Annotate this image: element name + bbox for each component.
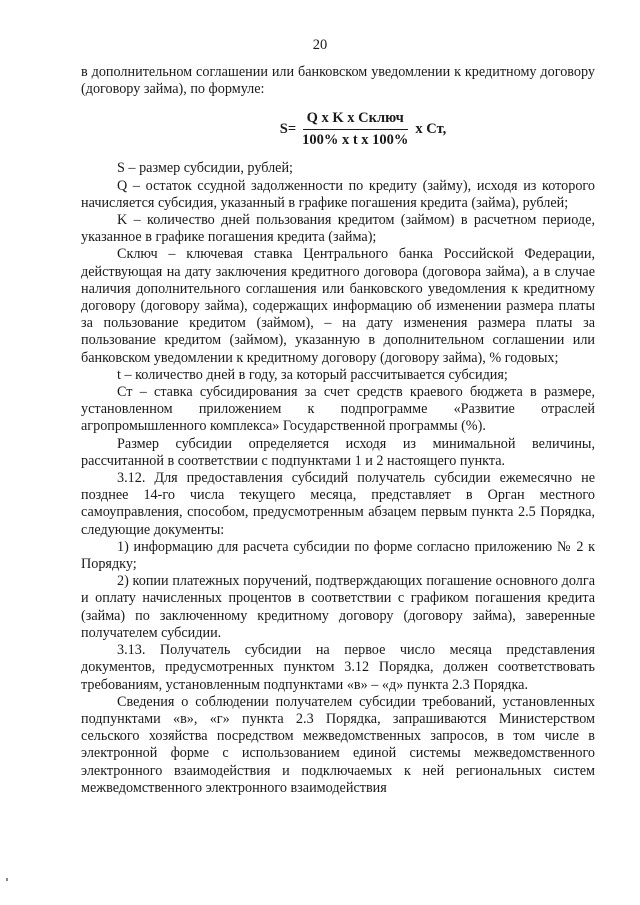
paragraph-3-12: 3.12. Для предоставления субсидий получатель субсидии ежемесячно не позднее 14-го числа текущего месяца, представляет в Орган местного самоуправления, способом, предусмотренным абзацем первым пункта 2.5 Порядка, следующие документы: <box>81 470 595 538</box>
formula-rhs: x Ст, <box>415 120 447 137</box>
formula-denominator: 100% x t x 100% <box>302 131 409 148</box>
page-number: 20 <box>312 37 328 53</box>
paragraph-3-13: 3.13. Получатель субсидии на первое число месяца представления документов, предусмотренных пунктом 3.12 Порядка, должен соответствовать требованиям, установленным подпунктами «в» – «д» пункта 2.3 Порядка. <box>81 642 595 693</box>
scan-mark <box>6 878 8 881</box>
subsidy-formula <box>81 98 595 160</box>
paragraph-item-2: 2) копии платежных поручений, подтверждающих погашение основного долга и оплату начисленных процентов в соответствии с графиком погашения кредита (займа) по заключенному кредитному договору (договору займа), заверенные получателем субсидии. <box>81 573 595 641</box>
formula-fraction <box>298 110 412 149</box>
definition-key-rate: Сключ – ключевая ставка Центрального банка Российской Федерации, действующая на дату заключения кредитного договора (договора займа), а в случае наличия дополнительного соглашения или банковского уведомления к кредитному договору (договору займа), содержащих информацию об изменении размера платы за пользование кредитом (займом), – на дату изменения размера платы за пользование кредитом (займом), указанную в дополнительном соглашении или банковском уведомлении к кредитному договору (договору займа), % годовых; <box>81 246 595 366</box>
definition-subsidy-rate: Ст – ставка субсидирования за счет средств краевого бюджета в размере, установленном приложением к подпрограмме «Развитие отраслей агропромышленного комплекса» Государственной программы (%). <box>81 384 595 435</box>
formula-numerator: Q x K x Cключ <box>303 110 408 130</box>
definition-q: Q – остаток ссудной задолженности по кредиту (займу), исходя из которого начисляется субсидия, указанный в графике погашения кредита (займа), рублей; <box>81 177 595 211</box>
definition-t: t – количество дней в году, за который рассчитывается субсидия; <box>117 366 508 383</box>
paragraph-compliance-info: Сведения о соблюдении получателем субсидии требований, установленных подпунктами «в», «г» пункта 2.3 Порядка, запрашиваются Министерством сельского хозяйства посредством межведомственных запросов, в том числе в электронной форме с использованием единой системы межведомственного электронного взаимодействия и подключаемых к ней региональных систем межведомственного электронного взаимодействия <box>81 693 595 796</box>
definition-k: K – количество дней пользования кредитом (займом) в расчетном периоде, указанное в графике погашения кредита (займа); <box>81 212 595 246</box>
formula-lhs: S= <box>279 120 297 137</box>
paragraph-item-1: 1) информацию для расчета субсидии по форме согласно приложению № 2 к Порядку; <box>81 538 595 573</box>
document-body <box>81 64 595 797</box>
definition-s: S – размер субсидии, рублей; <box>117 160 293 177</box>
intro-paragraph: в дополнительном соглашении или банковском уведомлении к кредитному договору (договору займа), по формуле: <box>81 64 595 98</box>
paragraph-minimum-value: Размер субсидии определяется исходя из минимальной величины, рассчитанной в соответствии с подпунктами 1 и 2 настоящего пункта. <box>81 435 595 469</box>
